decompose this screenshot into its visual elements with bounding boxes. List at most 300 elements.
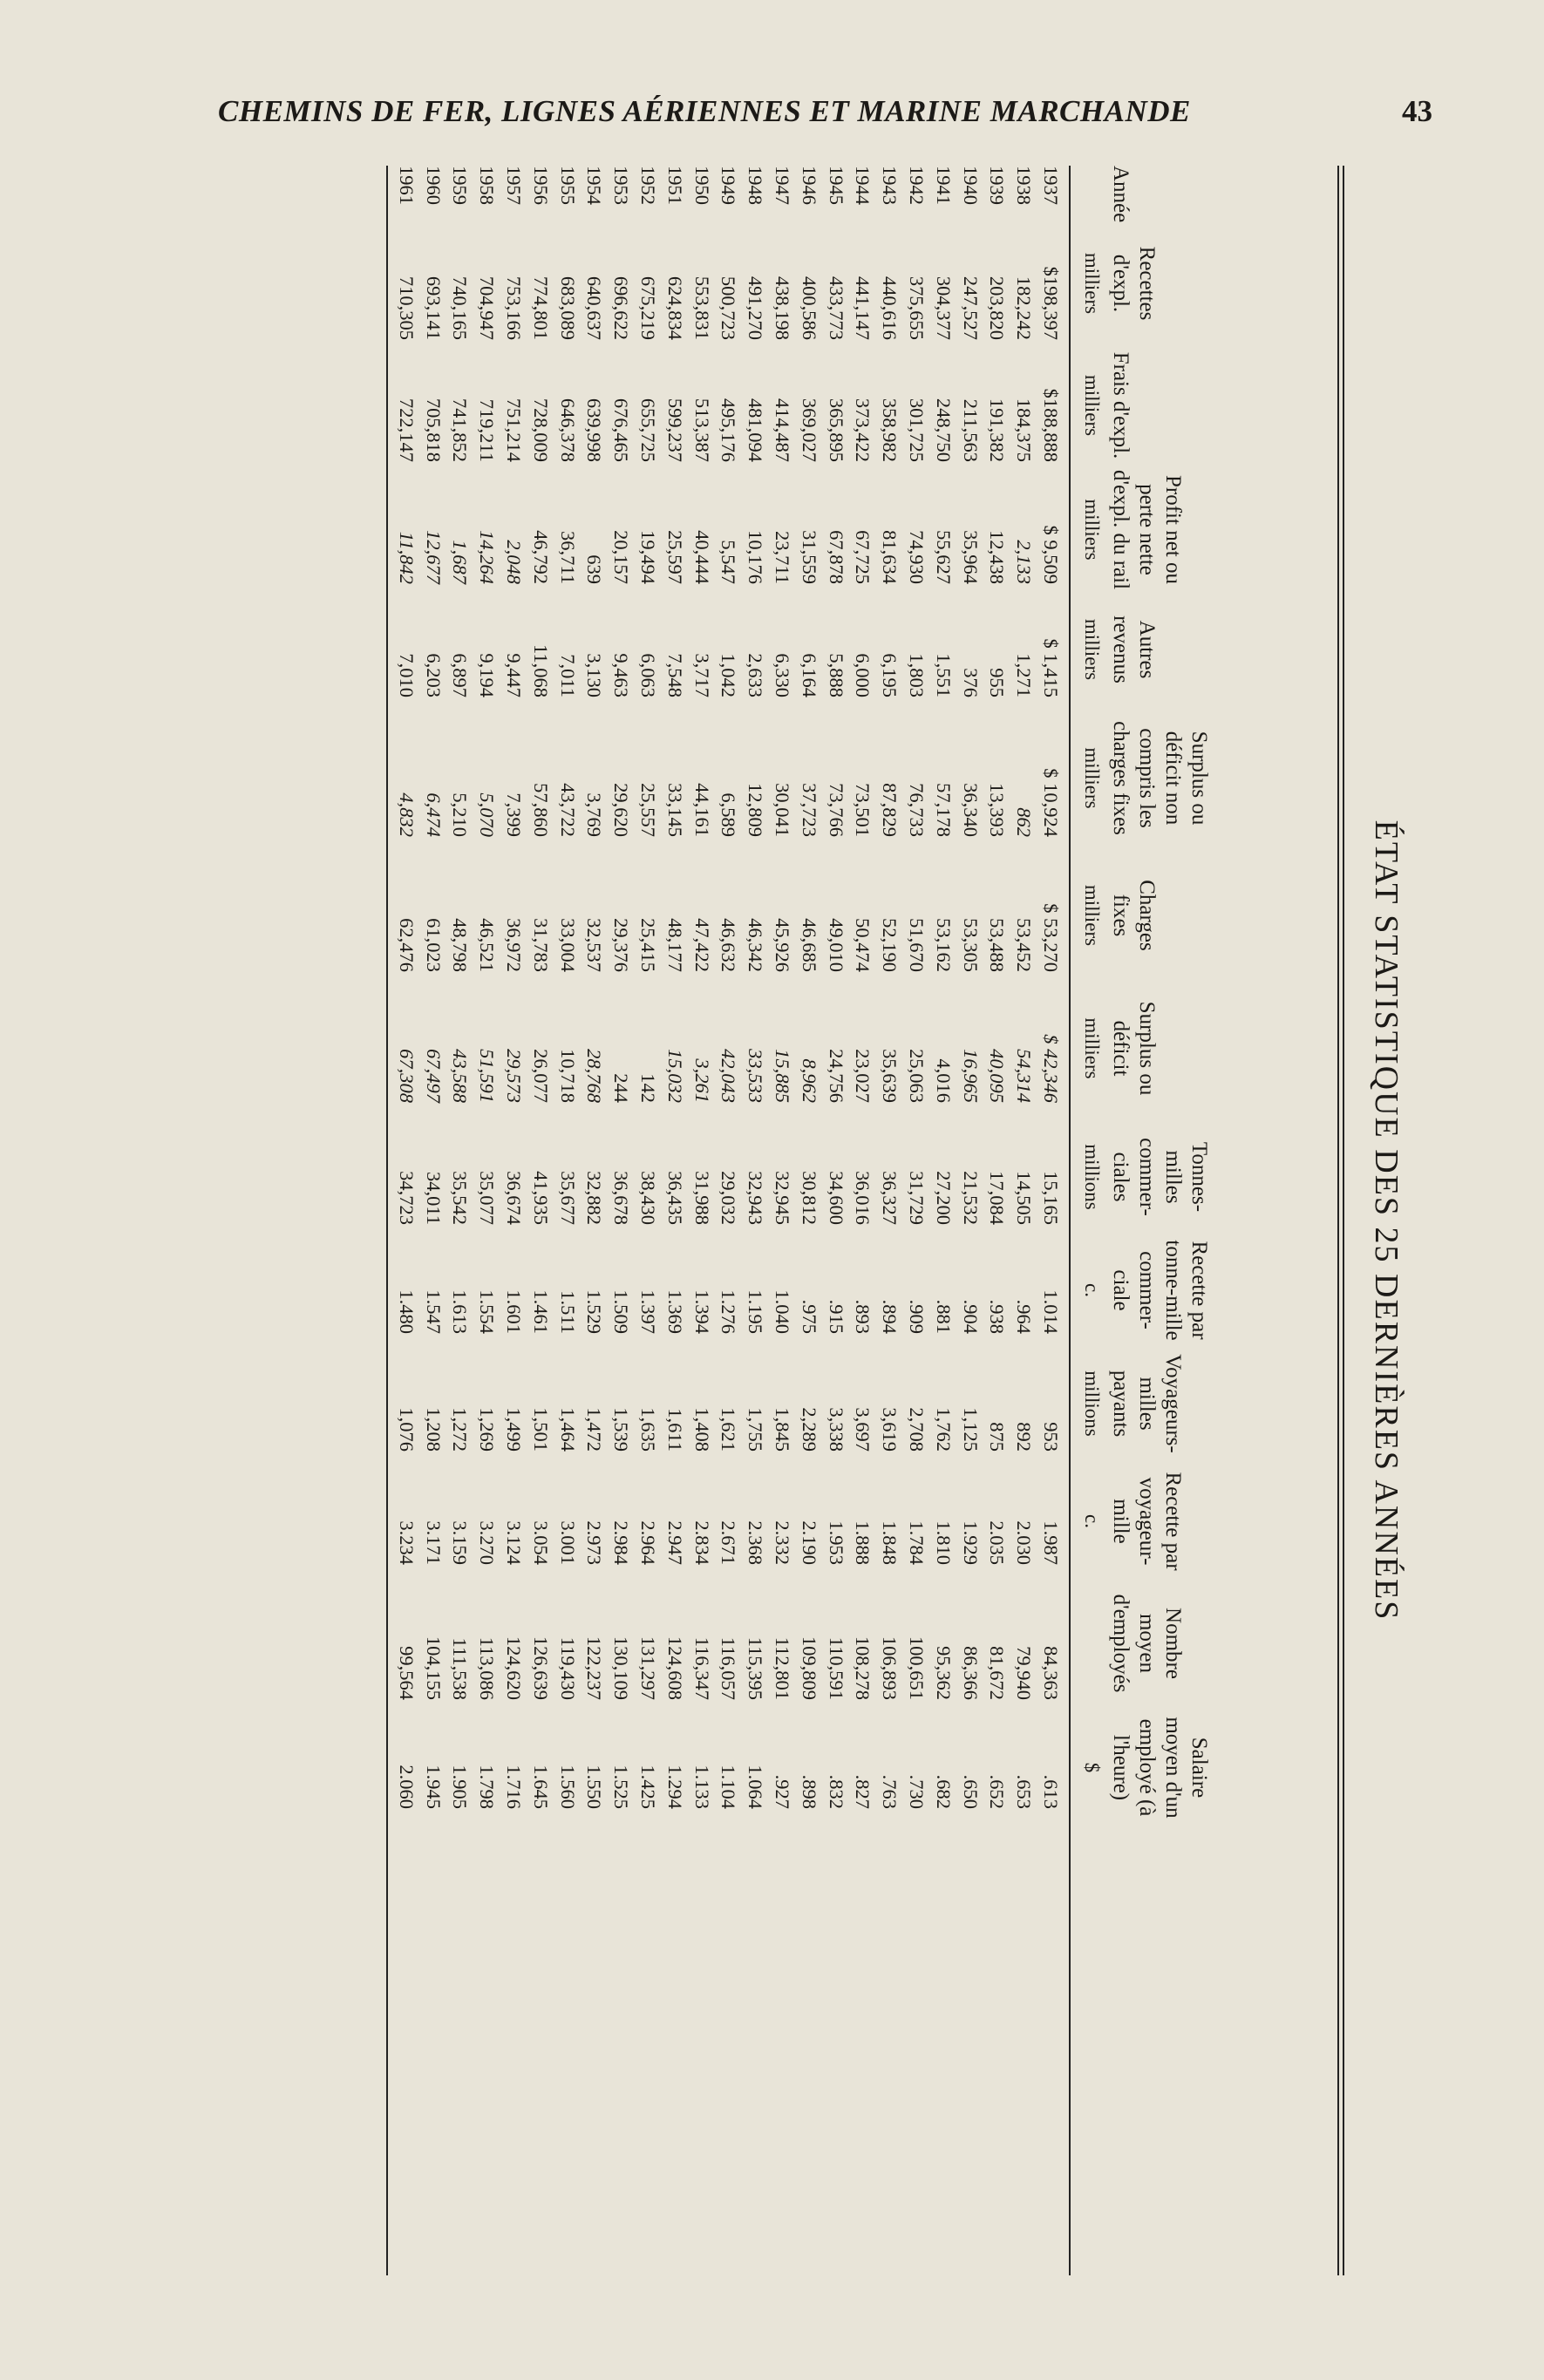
- top-rule: [1343, 166, 1344, 2275]
- table-cell: 40,444: [690, 530, 713, 584]
- table-cell: 1,076: [395, 1407, 418, 1452]
- table-cell: 693,141: [422, 275, 445, 340]
- table-cell: 23,711: [772, 530, 794, 584]
- table-cell: 29,376: [610, 918, 633, 972]
- table-cell: 3,619: [879, 1407, 901, 1452]
- column-unit: c.: [1081, 1514, 1103, 1528]
- table-cell: .650: [959, 1774, 982, 1809]
- table-cell: 1.784: [906, 1520, 928, 1565]
- table-cell: 42,043: [718, 1049, 740, 1103]
- table-cell: 683,089: [556, 275, 579, 340]
- table-cell: 3,261: [690, 1058, 713, 1103]
- table-cell: 438,198: [772, 275, 794, 340]
- table-cell: 6,330: [772, 653, 794, 697]
- table-cell: 12,438: [986, 530, 1009, 584]
- table-cell: 7,010: [395, 653, 418, 697]
- table-cell: 6,474: [422, 792, 445, 837]
- table-cell: 45,926: [772, 918, 794, 972]
- table-cell: 116,347: [690, 1636, 713, 1700]
- table-cell: 1.394: [690, 1289, 713, 1334]
- table-cell: 12,677: [422, 530, 445, 584]
- table-cell: 1.987: [1040, 1520, 1062, 1565]
- table-cell: 1.397: [637, 1289, 660, 1334]
- table-cell: 3,717: [690, 653, 713, 697]
- table-cell: 2.984: [610, 1520, 633, 1565]
- table-cell: 33,145: [663, 783, 686, 837]
- column-profit: [392, 475, 1064, 584]
- table-cell: $ 53,270: [1040, 903, 1062, 972]
- table-cell: 400,586: [798, 275, 820, 340]
- table-cell: 1,501: [529, 1407, 552, 1452]
- table-cell: .898: [798, 1774, 820, 1809]
- table-cell: 182,242: [1013, 275, 1036, 340]
- table-cell: 30,812: [798, 1171, 820, 1225]
- table-cell: 35,542: [449, 1171, 472, 1225]
- table-cell: 46,792: [529, 530, 552, 584]
- table-cell: 1,687: [449, 540, 472, 584]
- table-cell: 13,393: [986, 783, 1009, 837]
- table-cell: 955: [986, 668, 1009, 697]
- table-cell: 106,893: [879, 1635, 901, 1700]
- table-cell: 704,947: [476, 275, 499, 340]
- table-cell: 2.190: [798, 1520, 820, 1565]
- table-cell: 113,086: [476, 1636, 499, 1700]
- table-cell: 1.276: [718, 1289, 740, 1334]
- table-cell: 1,611: [663, 1408, 686, 1452]
- table-cell: 710,305: [395, 275, 418, 340]
- table-cell: 84,363: [1040, 1646, 1062, 1700]
- table-cell: 4,016: [932, 1058, 955, 1103]
- table-cell: .613: [1040, 1774, 1062, 1809]
- table-cell: 1949: [718, 166, 740, 205]
- table-cell: 62,476: [395, 918, 418, 972]
- table-cell: 52,190: [879, 918, 901, 972]
- table-cell: 1953: [610, 166, 633, 205]
- table-cell: 1939: [986, 166, 1009, 205]
- table-cell: 696,622: [610, 275, 633, 340]
- table-cell: 5,070: [476, 792, 499, 837]
- table-cell: 1.550: [583, 1765, 606, 1809]
- table-cell: 115,395: [745, 1636, 767, 1700]
- table-cell: .927: [772, 1774, 794, 1809]
- table-cell: 36,711: [556, 530, 579, 584]
- table-cell: 500,723: [718, 275, 740, 340]
- table-cell: 1,269: [476, 1407, 499, 1452]
- table-cell: 35,639: [879, 1049, 901, 1103]
- table-cell: 46,521: [476, 918, 499, 972]
- table-cell: .915: [825, 1299, 847, 1334]
- table-cell: 1950: [690, 166, 713, 205]
- column-years: [392, 166, 1064, 218]
- table-cell: 15,032: [663, 1049, 686, 1103]
- table-cell: 26,077: [529, 1049, 552, 1103]
- table-cell: 55,627: [932, 530, 955, 584]
- table-cell: 36,678: [610, 1171, 633, 1225]
- table-cell: 1.104: [718, 1765, 740, 1809]
- table-cell: 1.133: [690, 1765, 713, 1809]
- table-cell: 892: [1013, 1422, 1036, 1452]
- table-cell: 35,964: [959, 530, 982, 584]
- table-cell: 953: [1040, 1422, 1062, 1452]
- table-cell: 1.480: [395, 1289, 418, 1334]
- table-cell: 1961: [395, 166, 418, 205]
- table-cell: 1957: [503, 166, 526, 205]
- table-cell: 6,164: [798, 653, 820, 697]
- table-cell: 2,633: [745, 653, 767, 697]
- table-cell: 116,057: [718, 1636, 740, 1700]
- table-cell: 1.945: [422, 1765, 445, 1809]
- table-cell: 9,463: [610, 653, 633, 697]
- table-cell: 108,278: [852, 1635, 874, 1700]
- table-cell: 1956: [529, 166, 552, 205]
- table-cell: 676,465: [610, 398, 633, 462]
- column-header: Surplus ou déficit non compris les charges fixes: [1109, 721, 1211, 835]
- table-cell: 1960: [422, 166, 445, 205]
- table-cell: 441,147: [852, 275, 874, 340]
- table-cell: 36,972: [503, 918, 526, 972]
- table-cell: 1,464: [556, 1407, 579, 1452]
- table-cell: 1.601: [503, 1289, 526, 1334]
- table-cell: 369,027: [798, 398, 820, 462]
- table-cell: 36,435: [663, 1171, 686, 1225]
- table-cell: 728,009: [529, 398, 552, 462]
- table-cell: 1.040: [772, 1289, 794, 1334]
- table-cell: 3.171: [422, 1520, 445, 1565]
- column-employes: [392, 1587, 1064, 1700]
- table-cell: 2.973: [583, 1520, 606, 1565]
- table-cell: 1943: [879, 166, 901, 205]
- table-cell: 414,487: [772, 398, 794, 462]
- table-cell: 1,408: [690, 1407, 713, 1452]
- table-cell: 5,210: [449, 792, 472, 837]
- table-cell: 1954: [583, 166, 606, 205]
- table-cell: 32,882: [583, 1171, 606, 1225]
- table-cell: 7,399: [503, 792, 526, 837]
- table-cell: 10,718: [556, 1049, 579, 1103]
- column-autres: [392, 602, 1064, 697]
- table-cell: 2.030: [1013, 1520, 1036, 1565]
- table-cell: 2,048: [503, 540, 526, 584]
- column-recettes: [392, 227, 1064, 340]
- table-cell: 34,011: [422, 1171, 445, 1225]
- table-cell: 304,377: [932, 275, 955, 340]
- table-cell: 1.554: [476, 1289, 499, 1334]
- table-cell: 1948: [745, 166, 767, 205]
- table-cell: 1.064: [745, 1765, 767, 1809]
- table-cell: 57,178: [932, 783, 955, 837]
- table-cell: 1,803: [906, 653, 928, 697]
- column-recette_vm: [392, 1478, 1064, 1565]
- table-cell: .652: [986, 1774, 1009, 1809]
- table-cell: 2.035: [986, 1520, 1009, 1565]
- table-cell: 32,943: [745, 1171, 767, 1225]
- table-cell: 244: [610, 1073, 633, 1103]
- column-header: Tonnes-milles commer-ciales: [1109, 1138, 1211, 1216]
- table-cell: 7,548: [663, 653, 686, 697]
- table-cell: 36,340: [959, 783, 982, 837]
- table-cell: 3,130: [583, 653, 606, 697]
- table-cell: 95,362: [932, 1646, 955, 1700]
- table-cell: 14,505: [1013, 1171, 1036, 1225]
- column-charges: [392, 859, 1064, 972]
- table-cell: 1.461: [529, 1289, 552, 1334]
- table-cell: $ 10,924: [1040, 768, 1062, 837]
- table-cell: 4,832: [395, 792, 418, 837]
- table-cell: 1947: [772, 166, 794, 205]
- table-cell: 862: [1013, 807, 1036, 837]
- table-cell: .730: [906, 1774, 928, 1809]
- column-salaire: [392, 1726, 1064, 1809]
- table-cell: .653: [1013, 1774, 1036, 1809]
- table-cell: 25,557: [637, 783, 660, 837]
- table-cell: 646,378: [556, 398, 579, 462]
- table-cell: 122,237: [583, 1635, 606, 1700]
- column-unit: milliers: [1081, 747, 1103, 809]
- table-cell: 1.888: [852, 1520, 874, 1565]
- table-cell: 100,651: [906, 1635, 928, 1700]
- table-cell: 358,982: [879, 398, 901, 462]
- table-cell: 655,725: [637, 398, 660, 462]
- table-cell: $188,888: [1040, 388, 1062, 462]
- table-cell: 5,888: [825, 653, 847, 697]
- table-cell: $ 9,509: [1040, 525, 1062, 584]
- table-cell: $198,397: [1040, 266, 1062, 340]
- table-cell: 1,271: [1013, 653, 1036, 697]
- table-cell: 48,177: [663, 918, 686, 972]
- table-cell: 86,366: [959, 1646, 982, 1700]
- table-cell: 1.195: [745, 1289, 767, 1334]
- table-cell: 2.368: [745, 1520, 767, 1565]
- table-cell: 1945: [825, 166, 847, 205]
- table-cell: 2.964: [637, 1520, 660, 1565]
- table-cell: 203,820: [986, 275, 1009, 340]
- table-cell: .881: [932, 1299, 955, 1334]
- column-header: Voyageurs-milles payants: [1109, 1354, 1185, 1453]
- table-cell: 433,773: [825, 275, 847, 340]
- table-cell: 5,547: [718, 540, 740, 584]
- top-rule-2: [1337, 166, 1339, 2275]
- rotated-statistics-table: [257, 166, 1412, 2275]
- table-cell: 1.613: [449, 1289, 472, 1334]
- table-cell: 49,010: [825, 918, 847, 972]
- table-cell: 1,551: [932, 653, 955, 697]
- table-cell: 25,597: [663, 530, 686, 584]
- table-cell: 36,016: [852, 1171, 874, 1225]
- table-cell: 35,677: [556, 1171, 579, 1225]
- table-cell: 51,591: [476, 1049, 499, 1103]
- table-cell: 43,588: [449, 1049, 472, 1103]
- table-cell: 1.645: [529, 1765, 552, 1809]
- table-cell: 6,195: [879, 653, 901, 697]
- table-cell: 16,965: [959, 1049, 982, 1103]
- table-cell: .938: [986, 1299, 1009, 1334]
- table-cell: 1955: [556, 166, 579, 205]
- table-cell: 675,219: [637, 275, 660, 340]
- table-cell: 47,422: [690, 918, 713, 972]
- table-cell: 6,000: [852, 653, 874, 697]
- table-cell: 6,203: [422, 653, 445, 697]
- table-cell: 104,155: [422, 1635, 445, 1700]
- table-cell: 15,885: [772, 1049, 794, 1103]
- table-cell: 28,768: [583, 1049, 606, 1103]
- table-cell: 1.547: [422, 1289, 445, 1334]
- table-cell: 1.525: [610, 1765, 633, 1809]
- table-cell: 99,564: [395, 1646, 418, 1700]
- table-cell: 2.332: [772, 1520, 794, 1565]
- table-cell: 1,125: [959, 1407, 982, 1452]
- table-cell: 1.511: [556, 1290, 579, 1334]
- table-cell: 124,620: [503, 1635, 526, 1700]
- table-cell: 31,729: [906, 1171, 928, 1225]
- table-cell: 53,162: [932, 918, 955, 972]
- table-cell: .893: [852, 1299, 874, 1334]
- table-cell: 191,382: [986, 398, 1009, 462]
- table-cell: 36,327: [879, 1171, 901, 1225]
- table-cell: 131,297: [637, 1635, 660, 1700]
- table-cell: 50,474: [852, 918, 874, 972]
- table-cell: .682: [932, 1774, 955, 1809]
- table-cell: 11,068: [529, 643, 552, 697]
- table-cell: 109,809: [798, 1635, 820, 1700]
- column-recette_tm: [392, 1247, 1064, 1334]
- table-cell: 1,208: [422, 1407, 445, 1452]
- table-cell: 31,783: [529, 918, 552, 972]
- table-cell: 9,194: [476, 653, 499, 697]
- table-cell: 1938: [1013, 166, 1036, 205]
- column-header: Salaire moyen d'un employé (à l'heure): [1109, 1717, 1211, 1819]
- table-cell: 6,063: [637, 653, 660, 697]
- table-cell: 3,338: [825, 1407, 847, 1452]
- table-cell: 29,573: [503, 1049, 526, 1103]
- table-cell: 741,852: [449, 398, 472, 462]
- table-cell: 375,655: [906, 275, 928, 340]
- table-cell: 40,095: [986, 1049, 1009, 1103]
- table-cell: 722,147: [395, 398, 418, 462]
- table-cell: 1.560: [556, 1765, 579, 1809]
- column-unit: milliers: [1081, 884, 1103, 947]
- table-cell: 2.060: [395, 1765, 418, 1809]
- table-cell: 376: [959, 668, 982, 697]
- table-cell: 38,430: [637, 1171, 660, 1225]
- table-cell: 119,430: [556, 1636, 579, 1700]
- column-unit: milliers: [1081, 618, 1103, 681]
- column-header: Profit net ou perte nette d'expl. du rail: [1109, 469, 1185, 590]
- table-cell: 1.953: [825, 1520, 847, 1565]
- table-cell: 1.425: [637, 1765, 660, 1809]
- table-cell: 1,845: [772, 1407, 794, 1452]
- table-cell: 41,935: [529, 1171, 552, 1225]
- table-cell: 753,166: [503, 275, 526, 340]
- table-title: ÉTAT STATISTIQUE DES 25 DERNIÈRES ANNÉES: [1368, 819, 1405, 1622]
- table-cell: 37,723: [798, 783, 820, 837]
- table-cell: 27,200: [932, 1171, 955, 1225]
- table-cell: .763: [879, 1774, 901, 1809]
- table-cell: 142: [637, 1073, 660, 1103]
- column-header: Surplus ou déficit: [1109, 1001, 1159, 1096]
- table-cell: 705,818: [422, 398, 445, 462]
- column-header: Charges fixes: [1109, 880, 1159, 951]
- table-cell: 29,032: [718, 1171, 740, 1225]
- table-cell: 33,533: [745, 1049, 767, 1103]
- table-cell: 31,988: [690, 1171, 713, 1225]
- table-cell: 46,632: [718, 918, 740, 972]
- table-cell: 34,723: [395, 1171, 418, 1225]
- table-cell: 1,472: [583, 1407, 606, 1452]
- table-cell: 1.294: [663, 1765, 686, 1809]
- column-unit: millions: [1081, 1144, 1103, 1210]
- table-cell: 48,798: [449, 918, 472, 972]
- table-cell: 2,133: [1013, 540, 1036, 584]
- table-cell: 1.848: [879, 1520, 901, 1565]
- table-cell: 491,270: [745, 275, 767, 340]
- table-cell: 30,041: [772, 783, 794, 837]
- table-cell: 81,672: [986, 1646, 1009, 1700]
- table-cell: 20,157: [610, 530, 633, 584]
- table-cell: 51,670: [906, 918, 928, 972]
- table-cell: 1942: [906, 166, 928, 205]
- table-cell: 67,878: [825, 530, 847, 584]
- table-cell: 1959: [449, 166, 472, 205]
- table-cell: 36,674: [503, 1171, 526, 1225]
- table-cell: 3.054: [529, 1520, 552, 1565]
- table-cell: 73,766: [825, 783, 847, 837]
- table-cell: 1,762: [932, 1407, 955, 1452]
- table-cell: 247,527: [959, 275, 982, 340]
- table-cell: 639,998: [583, 398, 606, 462]
- table-cell: 17,084: [986, 1171, 1009, 1225]
- column-unit: millions: [1081, 1370, 1103, 1437]
- table-cell: 1.905: [449, 1765, 472, 1809]
- table-cell: 124,608: [663, 1635, 686, 1700]
- table-cell: 599,237: [663, 398, 686, 462]
- table-cell: 740,165: [449, 275, 472, 340]
- table-cell: 110,591: [825, 1636, 847, 1700]
- table-cell: 33,004: [556, 918, 579, 972]
- table-cell: 639: [583, 554, 606, 584]
- table-cell: 6,589: [718, 792, 740, 837]
- table-cell: 719,211: [476, 398, 499, 462]
- column-unit: $: [1081, 1762, 1103, 1773]
- table-cell: 513,387: [690, 398, 713, 462]
- table-cell: 130,109: [610, 1635, 633, 1700]
- table-cell: 1946: [798, 166, 820, 205]
- table-cell: 53,452: [1013, 918, 1036, 972]
- table-cell: 1.014: [1040, 1289, 1062, 1334]
- table-cell: 21,532: [959, 1171, 982, 1225]
- bottom-rule: [386, 166, 388, 2275]
- table-cell: 12,809: [745, 783, 767, 837]
- table-cell: 3.159: [449, 1520, 472, 1565]
- table-cell: 23,027: [852, 1049, 874, 1103]
- table-cell: 1937: [1040, 166, 1062, 205]
- table-cell: 1,621: [718, 1407, 740, 1452]
- table-cell: 15,165: [1040, 1171, 1062, 1225]
- table-cell: 1,755: [745, 1407, 767, 1452]
- table-cell: 32,945: [772, 1171, 794, 1225]
- table-cell: 2.834: [690, 1520, 713, 1565]
- column-header: Autres revenus: [1109, 615, 1159, 683]
- table-cell: 875: [986, 1422, 1009, 1452]
- column-unit: milliers: [1081, 374, 1103, 437]
- table-cell: 10,176: [745, 530, 767, 584]
- table-cell: 74,930: [906, 530, 928, 584]
- table-cell: 1940: [959, 166, 982, 205]
- table-cell: .827: [852, 1774, 874, 1809]
- column-unit: milliers: [1081, 499, 1103, 561]
- table-cell: $ 1,415: [1040, 638, 1062, 697]
- table-cell: 53,488: [986, 918, 1009, 972]
- table-cell: 54,314: [1013, 1049, 1036, 1103]
